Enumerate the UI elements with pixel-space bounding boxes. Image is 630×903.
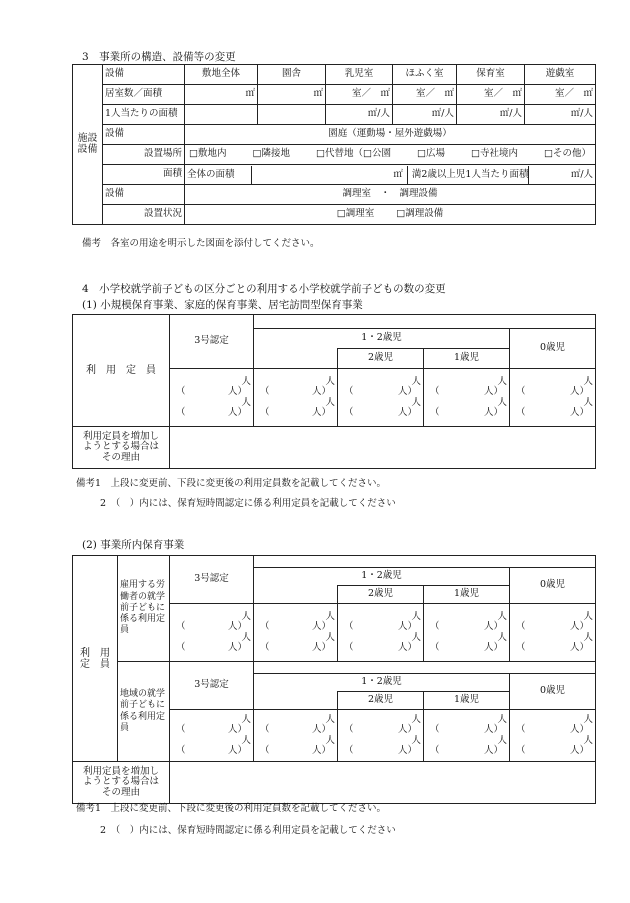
t2-regional-label: 地域の就学前子どもに係る利用定員 — [118, 662, 170, 762]
facility-side-label: 施設設備 — [73, 65, 103, 225]
site-sqm[interactable]: ㎡ — [185, 85, 258, 105]
t2b-cell-age1[interactable]: 人 （ 人） 人 （ 人） — [424, 710, 510, 762]
t2a-h-age0: 0歳児 — [510, 568, 596, 604]
t2b-cell-age2[interactable]: 人 （ 人） 人 （ 人） — [338, 710, 424, 762]
t2b-h-age0: 0歳児 — [510, 674, 596, 710]
t2a-cell-age1[interactable]: 人 （ 人） 人 （ 人） — [424, 604, 510, 662]
loc-alt-park-checkbox[interactable]: □代替地（□公園 — [316, 148, 391, 160]
per-child-area-label: 満2歳以上児1人当たり面積 — [408, 166, 530, 184]
t1-cell-age1[interactable]: 人 （ 人） 人 （ 人） — [424, 369, 510, 427]
infant-rooms[interactable]: 室／ ㎡ — [326, 85, 393, 105]
loc-other-checkbox[interactable]: □その他） — [543, 148, 591, 160]
col-site: 敷地全体 — [185, 65, 258, 85]
loc-square-checkbox[interactable]: □広場 — [416, 148, 445, 160]
t1-cell-age0[interactable]: 人 （ 人） 人 （ 人） — [510, 369, 596, 427]
cooking-heading: 調理室 ・ 調理設備 — [185, 185, 596, 205]
t1-h-age1: 1歳児 — [424, 349, 510, 369]
t1-reason-input[interactable] — [170, 427, 596, 469]
t1-cell-age12[interactable]: 人 （ 人） 人 （ 人） — [254, 369, 338, 427]
t2a-h-type3: 3号認定 — [170, 556, 254, 604]
t1-note-1: 備考1 上段に変更前、下段に変更後の利用定員数を記載してください。 — [76, 478, 387, 489]
t2b-cell-type3[interactable]: 人 （ 人） 人 （ 人） — [170, 710, 254, 762]
capacity-table-1 — [72, 314, 596, 469]
t2a-cell-age12[interactable]: 人 （ 人） 人 （ 人） — [254, 604, 338, 662]
kitchen-checkbox[interactable]: □調理室 — [336, 208, 375, 220]
per-child-area-value[interactable]: ㎡/人 — [570, 168, 594, 180]
equip-label-3: 設備 — [103, 185, 185, 205]
t2a-h-age2: 2歳児 — [338, 586, 424, 604]
t2b-h-age12: 1・2歳児 — [254, 674, 510, 692]
status-label: 設置状況 — [103, 205, 185, 225]
equip-label: 設備 — [103, 65, 185, 85]
rooms-area-label: 居室数／面積 — [103, 85, 185, 105]
subsection1-title: (1) 小規模保育事業、家庭的保育事業、居宅訪問型保育事業 — [82, 299, 363, 311]
t2-note-2: 2 （ ）内には、保育短時間認定に係る利用定員を記載してください — [100, 825, 396, 836]
t2a-cell-age2[interactable]: 人 （ 人） 人 （ 人） — [338, 604, 424, 662]
t2b-h-type3: 3号認定 — [170, 662, 254, 710]
t2-reason-input[interactable] — [170, 762, 596, 804]
t2b-h-age2: 2歳児 — [338, 692, 424, 710]
t1-h-age2: 2歳児 — [338, 349, 424, 369]
crawl-per[interactable]: ㎡/人 — [393, 105, 457, 125]
col-infant-room: 乳児室 — [326, 65, 393, 85]
play-rooms[interactable]: 室／ ㎡ — [525, 85, 596, 105]
nursery-per[interactable]: ㎡/人 — [457, 105, 525, 125]
t2-note-1: 備考1 上段に変更前、下段に変更後の利用定員数を記載してください。 — [76, 803, 387, 814]
col-play-room: 遊戯室 — [525, 65, 596, 85]
play-per[interactable]: ㎡/人 — [525, 105, 596, 125]
t2b-cell-age0[interactable]: 人 （ 人） 人 （ 人） — [510, 710, 596, 762]
t1-h-age12: 1・2歳児 — [254, 329, 510, 349]
t2a-h-age12: 1・2歳児 — [254, 568, 510, 586]
loc-temple-checkbox[interactable]: □寺社境内 — [470, 148, 518, 160]
infant-per[interactable]: ㎡/人 — [326, 105, 393, 125]
t1-cell-type3[interactable]: 人 （ 人） 人 （ 人） — [170, 369, 254, 427]
crawl-rooms[interactable]: 室／ ㎡ — [393, 85, 457, 105]
total-area-label: 全体の面積 — [187, 166, 252, 184]
facility-table — [72, 64, 596, 225]
subsection2-title: (2) 事業所内保育事業 — [82, 539, 185, 551]
col-building: 園舎 — [258, 65, 326, 85]
capacity-table-2 — [72, 555, 596, 804]
building-sqm[interactable]: ㎡ — [258, 85, 326, 105]
t1-reason-label: 利用定員を増加しようとする場合はその理由 — [73, 427, 170, 469]
t2b-cell-age12[interactable]: 人 （ 人） 人 （ 人） — [254, 710, 338, 762]
loc-onsite-checkbox[interactable]: □敷地内 — [189, 148, 227, 160]
equip-label-2: 設備 — [103, 125, 185, 145]
per-person-label: 1人当たりの面積 — [103, 105, 185, 125]
t2b-h-age1: 1歳児 — [424, 692, 510, 710]
t2a-cell-age0[interactable]: 人 （ 人） 人 （ 人） — [510, 604, 596, 662]
cooking-equipment-checkbox[interactable]: □調理設備 — [396, 208, 444, 220]
col-crawl-room: ほふく室 — [393, 65, 457, 85]
t2-reason-label: 利用定員を増加しようとする場合はその理由 — [73, 762, 170, 804]
location-label: 設置場所 — [103, 145, 185, 165]
t2a-cell-type3[interactable]: 人 （ 人） 人 （ 人） — [170, 604, 254, 662]
t2-employee-label: 雇用する労働者の就学前子どもに係る利用定員 — [118, 556, 170, 662]
section3-title: 3 事業所の構造、設備等の変更 — [82, 51, 236, 63]
loc-adjacent-checkbox[interactable]: □隣接地 — [252, 148, 290, 160]
total-area-sqm[interactable]: ㎡ — [252, 166, 407, 184]
area-label: 面積 — [103, 165, 185, 185]
t1-cell-age2[interactable]: 人 （ 人） 人 （ 人） — [338, 369, 424, 427]
col-nursery-room: 保育室 — [457, 65, 525, 85]
t2-capacity-label: 利 用 定 員 — [73, 556, 118, 762]
capacity-label: 利 用 定 員 — [73, 315, 170, 427]
t2a-h-age1: 1歳児 — [424, 586, 510, 604]
section4-title: 4 小学校就学前子どもの区分ごとの利用する小学校就学前子どもの数の変更 — [82, 283, 446, 295]
t1-h-type3: 3号認定 — [170, 315, 254, 369]
nursery-rooms[interactable]: 室／ ㎡ — [457, 85, 525, 105]
yard-heading: 園庭（運動場・屋外遊戯場） — [185, 125, 596, 145]
t1-h-age0: 0歳児 — [510, 329, 596, 369]
t1-note-2: 2 （ ）内には、保育短時間認定に係る利用定員を記載してください — [100, 498, 396, 509]
section3-remark: 備考 各室の用途を明示した図面を添付してください。 — [82, 238, 320, 249]
